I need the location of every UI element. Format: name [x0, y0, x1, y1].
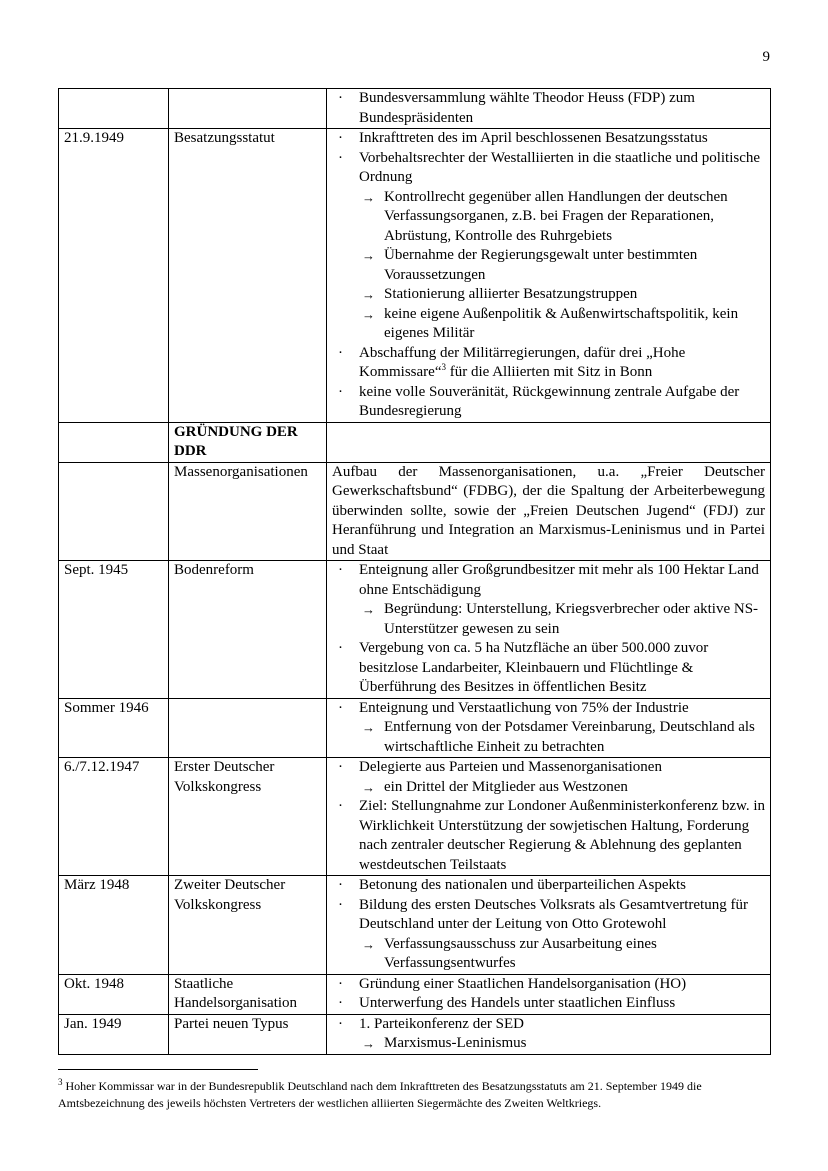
item-text: keine volle Souveränität, Rückgewinnung zentrale Aufgabe der Bundesregierung	[359, 383, 740, 419]
description-cell	[327, 422, 771, 462]
description-paragraph	[332, 463, 765, 561]
table-row	[59, 129, 771, 423]
description-cell	[327, 974, 771, 1014]
description-cell	[327, 1014, 771, 1054]
topic-cell: Bodenreform	[169, 561, 327, 699]
arrow-item	[332, 778, 765, 798]
date-cell: Sept. 1945	[59, 561, 169, 699]
bullet-item	[332, 699, 765, 719]
arrow-right-icon: →	[362, 602, 375, 617]
bullet-icon: ·	[338, 995, 343, 1011]
description-cell	[327, 129, 771, 423]
description-cell	[327, 462, 771, 561]
item-text: Vergebung von ca. 5 ha Nutzfläche an über 500.000 zuvor besitzlose Landarbeiter, Kleinbauern und Flüchtlinge & Überführung des Besitzes in öffentlichen Besitz	[359, 640, 709, 695]
description-cell	[327, 758, 771, 876]
item-text: Ziel: Stellungnahme zur Londoner Außenministerkonferenz bzw. in Wirklichkeit Unterstützung der sowjetischen Haltung, Forderung nach zentraler deutscher Regierung & Ablehnung des geplanten westdeutschen Teilstaats	[359, 798, 765, 873]
arrow-item	[332, 246, 765, 285]
item-text: Vorbehaltsrechter der Westalliierten in die staatliche und politische Ordnung	[359, 149, 761, 185]
table-row	[59, 1014, 771, 1054]
arrow-item	[332, 1034, 765, 1054]
item-text: Stationierung alliierter Besatzungstruppen	[384, 286, 638, 302]
footnote-reference: 3	[441, 362, 446, 372]
bullet-icon: ·	[338, 130, 343, 146]
date-cell: 21.9.1949	[59, 129, 169, 423]
arrow-item	[332, 188, 765, 247]
item-text: Aufbau der Massenorganisationen, u.a. „Freier Deutscher Gewerkschaftsbund“ (FDBG), der die Spaltung der Arbeiterbewegung überwinden sollte, sowie der „Freien Deutschen Jugend“ (FDJ) zur Heranführung und Integration an Marxismus-Leninismus und in Partei und Staat	[332, 463, 765, 558]
table-row	[59, 422, 771, 462]
arrow-item	[332, 718, 765, 757]
table-row	[59, 698, 771, 758]
bullet-item	[332, 129, 765, 149]
history-outline-table	[58, 88, 771, 1055]
item-text: Verfassungsausschuss zur Ausarbeitung eines Verfassungsentwurfes	[384, 935, 657, 971]
topic-cell: Besatzungsstatut	[169, 129, 327, 423]
date-cell	[59, 462, 169, 561]
table-body	[59, 89, 771, 1055]
page-number: 9	[762, 49, 770, 65]
bullet-item	[332, 975, 765, 995]
topic-cell: Erster Deutscher Volkskongress	[169, 758, 327, 876]
item-text: Bildung des ersten Deutsches Volksrats als Gesamtvertretung für Deutschland unter der Leitung von Otto Grotewohl	[359, 896, 748, 932]
bullet-item	[332, 89, 765, 128]
item-text: ein Drittel der Mitglieder aus Westzonen	[384, 778, 628, 795]
bullet-item	[332, 876, 765, 896]
arrow-right-icon: →	[362, 720, 375, 735]
item-text: Abschaffung der Militärregierungen, dafür drei „Hohe Kommissare“	[359, 344, 686, 380]
arrow-right-icon: →	[362, 1036, 375, 1051]
arrow-item	[332, 305, 765, 344]
bullet-item	[332, 383, 765, 422]
bullet-icon: ·	[338, 896, 343, 913]
date-cell	[59, 89, 169, 129]
bullet-icon: ·	[338, 149, 343, 166]
footnote-number: 3	[58, 1077, 63, 1087]
item-text: Delegierte aus Parteien und Massenorganisationen	[359, 759, 662, 775]
bullet-icon: ·	[338, 975, 343, 992]
item-text: Marxismus-Leninismus	[384, 1035, 527, 1051]
item-text-continued: für die Alliierten mit Sitz in Bonn	[445, 364, 653, 380]
table-row	[59, 462, 771, 561]
date-cell: 6./7.12.1947	[59, 758, 169, 876]
topic-cell	[169, 698, 327, 758]
bullet-item	[332, 344, 765, 383]
table-row	[59, 758, 771, 876]
bullet-icon: ·	[338, 798, 343, 814]
item-text: 1. Parteikonferenz der SED	[359, 1015, 524, 1032]
item-text: Entfernung von der Potsdamer Vereinbarung, Deutschland als wirtschaftliche Einheit zu betrachten	[384, 719, 755, 755]
date-cell: Okt. 1948	[59, 974, 169, 1014]
bullet-item	[332, 797, 765, 875]
table-row	[59, 974, 771, 1014]
description-cell	[327, 561, 771, 699]
bullet-icon: ·	[338, 1015, 343, 1032]
item-text: Übernahme der Regierungsgewalt unter bestimmten Voraussetzungen	[384, 247, 698, 283]
bullet-item	[332, 639, 765, 698]
date-cell	[59, 422, 169, 462]
bullet-item	[332, 758, 765, 778]
arrow-right-icon: →	[362, 779, 375, 795]
item-text: Betonung des nationalen und überparteilichen Aspekts	[359, 877, 687, 893]
topic-cell: Staatliche Handelsorganisation	[169, 974, 327, 1014]
date-cell: Jan. 1949	[59, 1014, 169, 1054]
bullet-icon: ·	[338, 699, 343, 716]
arrow-item	[332, 600, 765, 639]
item-text: Inkrafttreten des im April beschlossenen Besatzungsstatus	[359, 130, 708, 146]
table-row	[59, 561, 771, 699]
arrow-right-icon: →	[362, 189, 375, 205]
arrow-item	[332, 935, 765, 974]
description-cell	[327, 876, 771, 975]
table-row	[59, 89, 771, 129]
date-cell: März 1948	[59, 876, 169, 975]
item-text: Gründung einer Staatlichen Handelsorganisation (HO)	[359, 975, 687, 992]
bullet-icon: ·	[338, 759, 343, 775]
topic-cell: Massenorganisationen	[169, 462, 327, 561]
topic-cell: Partei neuen Typus	[169, 1014, 327, 1054]
item-text: Bundesversammlung wählte Theodor Heuss (FDP) zum Bundespräsidenten	[359, 90, 695, 126]
bullet-icon: ·	[338, 344, 343, 361]
arrow-item	[332, 285, 765, 305]
item-text: Unterwerfung des Handels unter staatlichen Einfluss	[359, 995, 676, 1011]
arrow-right-icon: →	[362, 248, 375, 263]
item-text: Kontrollrecht gegenüber allen Handlungen der deutschen Verfassungsorganen, z.B. bei Fragen der Reparationen, Abrüstung, Kontrolle des Ruhrgebiets	[384, 188, 728, 244]
table-row	[59, 876, 771, 975]
topic-cell	[169, 89, 327, 129]
arrow-right-icon: →	[362, 936, 375, 952]
topic-cell: Zweiter Deutscher Volkskongress	[169, 876, 327, 975]
bullet-icon: ·	[338, 90, 343, 106]
footnote-text: Hoher Kommissar war in der Bundesrepublik Deutschland nach dem Inkrafttreten des Besatzungsstatuts am 21. September 1949 die Amtsbezeichnung des jeweils höchsten Vertreters der westlichen alliierten Siegermächte des Zweiten Weltkriegs.	[58, 1079, 702, 1110]
bullet-item	[332, 994, 765, 1014]
bullet-item	[332, 561, 765, 600]
bullet-icon: ·	[338, 383, 343, 400]
arrow-right-icon: →	[362, 287, 375, 302]
footnote	[58, 1078, 770, 1112]
description-cell	[327, 698, 771, 758]
item-text: keine eigene Außenpolitik & Außenwirtschaftspolitik, kein eigenes Militär	[384, 305, 739, 341]
arrow-right-icon: →	[362, 306, 375, 322]
item-text: Enteignung und Verstaatlichung von 75% der Industrie	[359, 699, 689, 716]
date-cell: Sommer 1946	[59, 698, 169, 758]
bullet-item	[332, 1015, 765, 1035]
bullet-icon: ·	[338, 877, 343, 893]
bullet-item	[332, 149, 765, 188]
footnote-divider	[58, 1069, 258, 1070]
bullet-icon: ·	[338, 640, 343, 656]
bullet-icon: ·	[338, 562, 343, 578]
bullet-item	[332, 896, 765, 935]
section-heading: GRÜNDUNG DER DDR	[169, 422, 327, 462]
item-text: Begründung: Unterstellung, Kriegsverbrecher oder aktive NS-Unterstützer gewesen zu sein	[384, 601, 759, 637]
item-text: Enteignung aller Großgrundbesitzer mit mehr als 100 Hektar Land ohne Entschädigung	[359, 562, 759, 598]
description-cell	[327, 89, 771, 129]
